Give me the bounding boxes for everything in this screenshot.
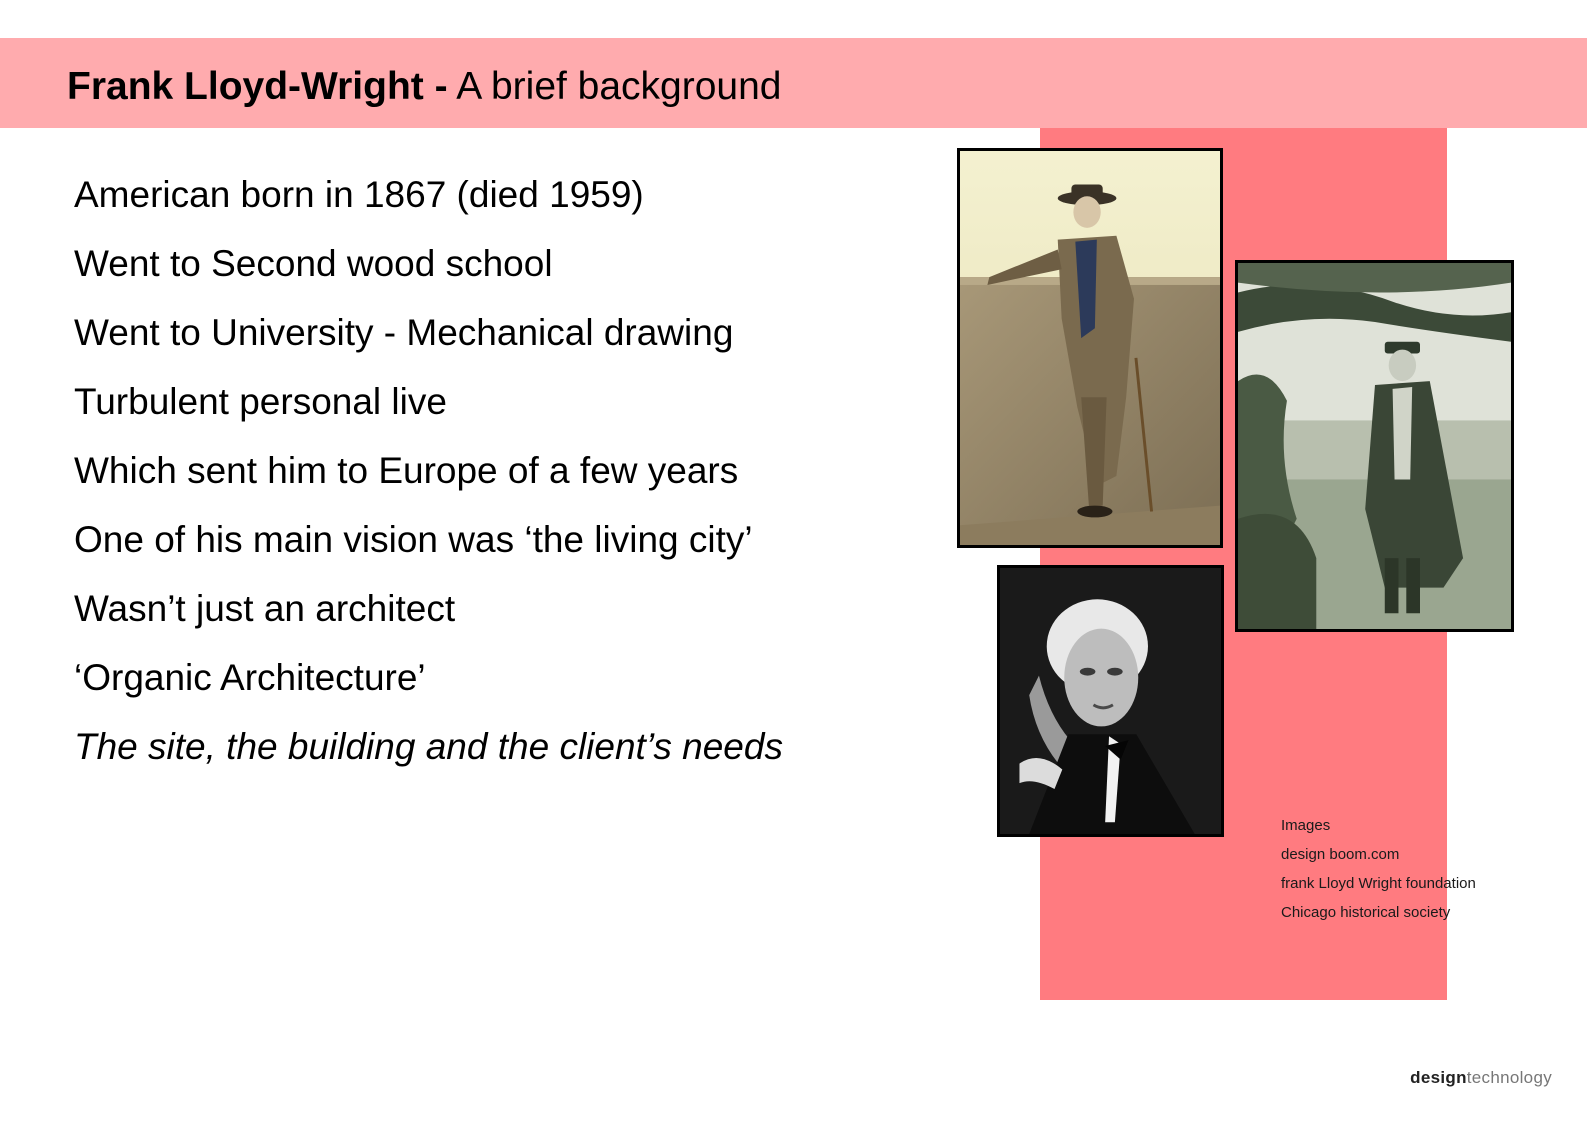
slide-title (67, 64, 782, 110)
slide-title-rest: A brief background (447, 65, 782, 108)
bullet-item: Turbulent personal live (74, 381, 447, 422)
credit-line: Images (1281, 817, 1331, 834)
bullet-item-italic: The site, the building and the client’s needs (74, 726, 783, 767)
slide-title-bold: Frank Lloyd-Wright - (67, 65, 448, 108)
bullet-item: Went to University - Mechanical drawing (74, 312, 734, 353)
bullet-item: Which sent him to Europe of a few years (74, 450, 739, 491)
credit-line: Chicago historical society (1281, 904, 1451, 921)
credit-line: design boom.com (1281, 846, 1400, 863)
brand-logo-part1: design (1410, 1068, 1467, 1087)
bullet-item: Went to Second wood school (74, 243, 553, 284)
image-credits (1281, 811, 1476, 927)
brand-logo-part2: technology (1466, 1068, 1552, 1087)
brand-logo (1410, 1068, 1552, 1088)
bullet-item: ‘Organic Architecture’ (74, 657, 426, 698)
credit-line: frank Lloyd Wright foundation (1281, 875, 1476, 892)
bullet-item: One of his main vision was ‘the living city’ (74, 519, 753, 560)
photo-outdoor-portrait (1235, 260, 1514, 632)
photo-closeup-portrait (997, 565, 1224, 837)
photo-standing-portrait (957, 148, 1223, 548)
bullet-item: Wasn’t just an architect (74, 588, 456, 629)
bullet-item: American born in 1867 (died 1959) (74, 174, 644, 215)
